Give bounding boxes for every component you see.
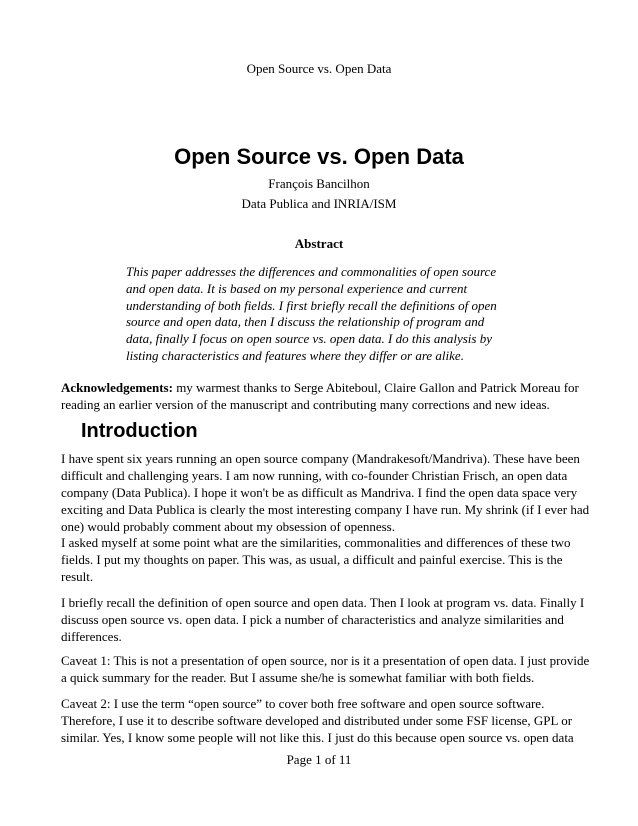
section-heading-introduction: Introduction bbox=[81, 420, 198, 442]
page-number: Page 1 of 11 bbox=[286, 752, 352, 767]
paragraph-line: I have spent six years running an open source company (Mandrakesoft/Mandriva). These have been bbox=[61, 451, 580, 466]
author-affiliation: Data Publica and INRIA/ISM bbox=[241, 196, 397, 211]
acknowledgements bbox=[61, 379, 581, 413]
paragraph bbox=[61, 695, 579, 746]
paragraph-line: differences. bbox=[61, 629, 122, 644]
paragraph-line: fields. I put my thoughts on paper. This was, as usual, a difficult and painful exercise. This is the bbox=[61, 552, 563, 567]
abstract-line: data, finally I focus on open source vs. open data. I do this analysis by bbox=[126, 331, 492, 347]
abstract-line: understanding of both fields. I first briefly recall the definitions of open bbox=[126, 297, 497, 313]
abstract-line: This paper addresses the differences and commonalities of open source bbox=[126, 264, 497, 279]
author-name: François Bancilhon bbox=[268, 176, 370, 191]
paragraph-line: Caveat 1: This is not a presentation of open source, nor is it a presentation of open data. I just provide bbox=[61, 653, 590, 668]
acknowledgements-line bbox=[61, 379, 581, 396]
paragraph-line: a quick summary for the reader. But I assume she/he is somewhat familiar with both fields. bbox=[61, 670, 535, 685]
paragraph-line: Caveat 2: I use the term “open source” to cover both free software and open source software. bbox=[61, 696, 545, 711]
acknowledgements-text: my warmest thanks to Serge Abiteboul, Claire Gallon and Patrick Moreau for bbox=[172, 380, 579, 395]
paragraph bbox=[61, 652, 590, 686]
paragraph-line: one) would probably comment about my obsession of openness. bbox=[61, 519, 395, 534]
paragraph bbox=[61, 450, 590, 535]
abstract-line: listing characteristics and features where they differ or are alike. bbox=[126, 347, 464, 363]
acknowledgements-label: Acknowledgements: bbox=[61, 380, 173, 395]
paragraph-line: I asked myself at some point what are the similarities, commonalities and differences of these two bbox=[61, 535, 571, 550]
abstract-line: source and open data, then I discuss the relationship of program and bbox=[126, 314, 485, 330]
paragraph-line: Therefore, I use it to describe software developed and distributed under some FSF license, GPL or bbox=[61, 713, 573, 728]
paragraph bbox=[61, 594, 585, 645]
paragraph bbox=[61, 534, 579, 585]
paragraph-line: I briefly recall the definition of open source and open data. Then I look at program vs. data. Finally I bbox=[61, 595, 585, 610]
running-header: Open Source vs. Open Data bbox=[246, 61, 392, 76]
paragraph-line: company (Data Publica). I hope it won't be as difficult as Mandriva. I find the open data space very bbox=[61, 485, 578, 500]
acknowledgements-line: reading an earlier version of the manuscript and contributing many corrections and new ideas. bbox=[61, 397, 550, 412]
abstract-body bbox=[126, 264, 497, 365]
abstract-heading: Abstract bbox=[294, 236, 344, 251]
paragraph-line: difficult and challenging years. I am now running, with co-founder Christian Frisch, an open data bbox=[61, 468, 568, 483]
paragraph-line: result. bbox=[61, 569, 94, 584]
page-title: Open Source vs. Open Data bbox=[174, 144, 464, 169]
paragraph-line: discuss open source vs. open data. I pick a number of characteristics and analyze similarities and bbox=[61, 612, 564, 627]
paragraph-line: similar. Yes, I know some people will not like this. I just do this because open source vs. open data bbox=[61, 730, 574, 745]
paragraph-line: exciting and Data Publica is clearly the most interesting company I have run. My shrink (if I ever had bbox=[61, 502, 590, 517]
abstract-line: and open data. It is based on my personal experience and current bbox=[126, 280, 468, 296]
